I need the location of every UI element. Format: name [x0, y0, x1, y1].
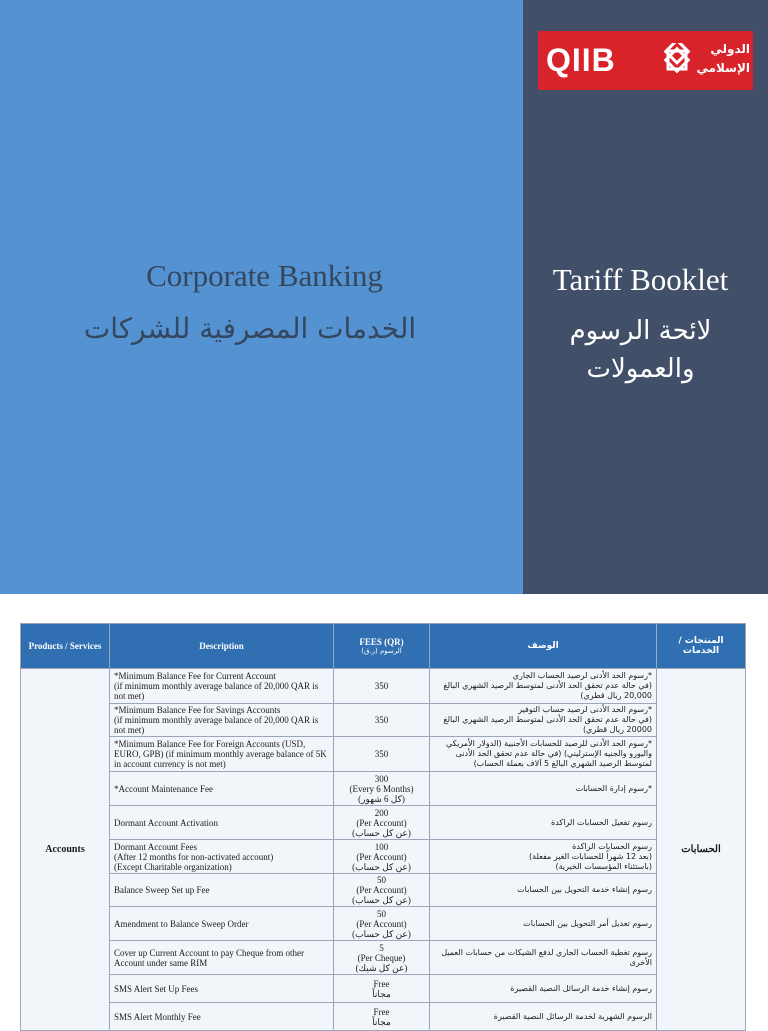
tariff-arabic-line-2: والعمولات [586, 354, 695, 384]
description-line: *Minimum Balance Fee for Foreign Accounts (USD, EURO, GPB) (if minimum monthly average balance of 5K in account currency is not met) [114, 739, 327, 769]
header-fees-ar: الرسوم (ر.ق) [361, 647, 402, 655]
table-row [21, 737, 746, 772]
fee-line: 100 [374, 841, 389, 852]
description-cell [110, 941, 334, 975]
fee-line: مجاناً [372, 988, 391, 999]
tariff-booklet-title: Tariff Booklet [552, 262, 729, 297]
fee-line: (Every 6 Months) [349, 783, 414, 794]
fee-line: 50 [377, 908, 386, 919]
description-arabic-line: الرسوم الشهرية لخدمة الرسائل النصية القصيرة [493, 1011, 652, 1021]
table-row [21, 907, 746, 941]
fee-line: 350 [374, 715, 389, 725]
description-arabic-cell [430, 669, 657, 704]
description-line: *Account Maintenance Fee [114, 783, 213, 794]
fee-cell [334, 1003, 430, 1031]
description-arabic-line: *رسوم إدارة الحسابات [575, 783, 652, 793]
tariff-table [20, 623, 746, 1031]
fee-line: (عن كل شيك) [355, 962, 408, 973]
table-row [21, 840, 746, 874]
description-line: *Minimum Balance Fee for Savings Accounts [114, 705, 281, 715]
corporate-banking-title: Corporate Banking [146, 258, 383, 293]
logo-arabic-text [698, 40, 750, 78]
description-line: Amendment to Balance Sweep Order [114, 918, 249, 929]
description-cell [110, 772, 334, 806]
table-row [21, 772, 746, 806]
description-arabic-line: رسوم تعديل أمر التحويل بين الحسابات [523, 918, 652, 928]
description-line: (Except Charitable organization) [114, 861, 232, 872]
logo-knot-icon [660, 43, 694, 77]
description-arabic-cell [430, 772, 657, 806]
header-fees [334, 624, 430, 669]
cover-left-panel [0, 0, 523, 594]
header-description: Description [110, 624, 334, 669]
fee-line: (Per Cheque) [357, 952, 406, 963]
fee-line: (عن كل حساب) [352, 827, 411, 838]
table-row [21, 806, 746, 840]
description-arabic-line: (في حالة عدم تحقق الحد الأدنى لمتوسط الرصيد الشهري البالغ 20,000 ريال قطري) [443, 681, 652, 700]
description-arabic-line: (بعد 12 شهراً للحسابات الغير مفعلة) [529, 851, 652, 861]
description-arabic-cell [430, 840, 657, 874]
tariff-booklet-title-arabic [543, 312, 738, 388]
fee-cell [334, 975, 430, 1003]
category-accounts-arabic: الحسابات [657, 669, 746, 1031]
fee-cell [334, 737, 430, 772]
fee-line: (Per Account) [356, 851, 407, 862]
fee-line: Free [373, 1006, 390, 1017]
description-cell [110, 975, 334, 1003]
description-arabic-cell [430, 806, 657, 840]
description-line: Balance Sweep Set up Fee [114, 885, 210, 895]
description-line: (if minimum monthly average balance of 20,000 QAR is not met) [114, 681, 319, 701]
description-line: (if minimum monthly average balance of 20,000 QAR is not met) [114, 715, 319, 735]
description-arabic-cell [430, 704, 657, 737]
category-accounts: Accounts [21, 669, 110, 1031]
logo-arabic-line-1: الدولي [710, 42, 750, 56]
fee-line: (Per Account) [356, 918, 407, 929]
fee-line: 50 [377, 875, 386, 885]
fee-line: (كل 6 شهور) [358, 793, 405, 804]
table-body [21, 669, 746, 1031]
fee-line: (عن كل حساب) [352, 928, 411, 939]
description-cell [110, 1003, 334, 1031]
fee-line: مجاناً [372, 1016, 391, 1027]
fee-line: (عن كل حساب) [352, 895, 411, 905]
description-cell [110, 737, 334, 772]
fee-cell [334, 806, 430, 840]
description-arabic-line: (في حالة عدم تحقق الحد الأدنى لمتوسط الرصيد الشهري البالغ 20000 ريال قطري) [443, 715, 652, 734]
fee-line: 300 [374, 773, 389, 784]
header-products: Products / Services [21, 624, 110, 669]
fee-line: (Per Account) [356, 885, 407, 895]
tariff-arabic-line-1: لائحة الرسوم [569, 316, 712, 346]
description-arabic-line: *رسوم الحد الأدنى للرصيد للحسابات الأجنبية (الدولار الأمريكي واليورو والجنيه الإسترليني) (في حالة عدم تحقق الحد الأدنى لمتوسط الرصيد الشهري البالغ 5 آلاف بعملة الحساب) [446, 739, 652, 768]
description-arabic-line: (باستثناء المؤسسات الخيرية) [555, 861, 652, 871]
fee-cell [334, 840, 430, 874]
table-row [21, 704, 746, 737]
header-fees-en: FEES (QR) [359, 637, 404, 647]
description-arabic-line: رسوم إنشاء خدمة الرسائل النصية القصيرة [510, 983, 652, 993]
fee-line: Free [373, 978, 390, 989]
table-row [21, 669, 746, 704]
description-cell [110, 704, 334, 737]
table-row [21, 975, 746, 1003]
description-arabic-line: *رسوم الحد الأدنى لرصيد الحساب الجاري [512, 671, 652, 680]
description-line: *Minimum Balance Fee for Current Account [114, 671, 276, 681]
fee-line: 5 [379, 942, 384, 953]
description-line: (After 12 months for non-activated account) [114, 851, 274, 862]
description-line: Dormant Account Fees [114, 841, 197, 852]
description-cell [110, 907, 334, 941]
fee-line: 350 [374, 681, 389, 691]
corporate-banking-title-arabic: الخدمات المصرفية للشركات [83, 312, 417, 345]
description-arabic-line: رسوم الحسابات الراكدة [572, 841, 652, 851]
fee-cell [334, 941, 430, 975]
description-cell [110, 840, 334, 874]
fee-cell [334, 669, 430, 704]
description-arabic-line: *رسوم الحد الأدنى لرصيد حساب التوفير [518, 705, 652, 714]
description-arabic-cell [430, 1003, 657, 1031]
table-row [21, 874, 746, 907]
header-products-arabic: المنتجات / الخدمات [657, 624, 746, 669]
description-line: Cover up Current Account to pay Cheque from other Account under same RIM [114, 947, 304, 968]
qiib-logo [538, 31, 753, 90]
description-arabic-line: رسوم إنشاء خدمة التحويل بين الحسابات [517, 885, 652, 894]
description-arabic-cell [430, 941, 657, 975]
fee-cell [334, 704, 430, 737]
header-description-arabic: الوصف [430, 624, 657, 669]
description-arabic-cell [430, 975, 657, 1003]
description-cell [110, 874, 334, 907]
description-cell [110, 669, 334, 704]
description-arabic-cell [430, 907, 657, 941]
fee-line: 200 [374, 807, 389, 818]
fee-line: 350 [374, 749, 389, 759]
description-arabic-cell [430, 737, 657, 772]
description-arabic-cell [430, 874, 657, 907]
fee-cell [334, 874, 430, 907]
table-header-row [21, 624, 746, 669]
description-line: SMS Alert Monthly Fee [114, 1011, 201, 1022]
description-cell [110, 806, 334, 840]
fee-line: (عن كل حساب) [352, 861, 411, 872]
fee-cell [334, 772, 430, 806]
description-line: Dormant Account Activation [114, 817, 218, 828]
fee-cell [334, 907, 430, 941]
table-row [21, 1003, 746, 1031]
fee-line: (Per Account) [356, 817, 407, 828]
description-arabic-line: رسوم تغطية الحساب الجاري لدفع الشيكات من حسابات العميل الأخرى [441, 947, 652, 967]
table-row [21, 941, 746, 975]
logo-latin-text: QIIB [546, 42, 616, 78]
description-line: SMS Alert Set Up Fees [114, 983, 199, 994]
description-arabic-line: رسوم تفعيل الحسابات الراكدة [551, 817, 652, 827]
logo-arabic-line-2: الإسلامي [696, 61, 750, 75]
